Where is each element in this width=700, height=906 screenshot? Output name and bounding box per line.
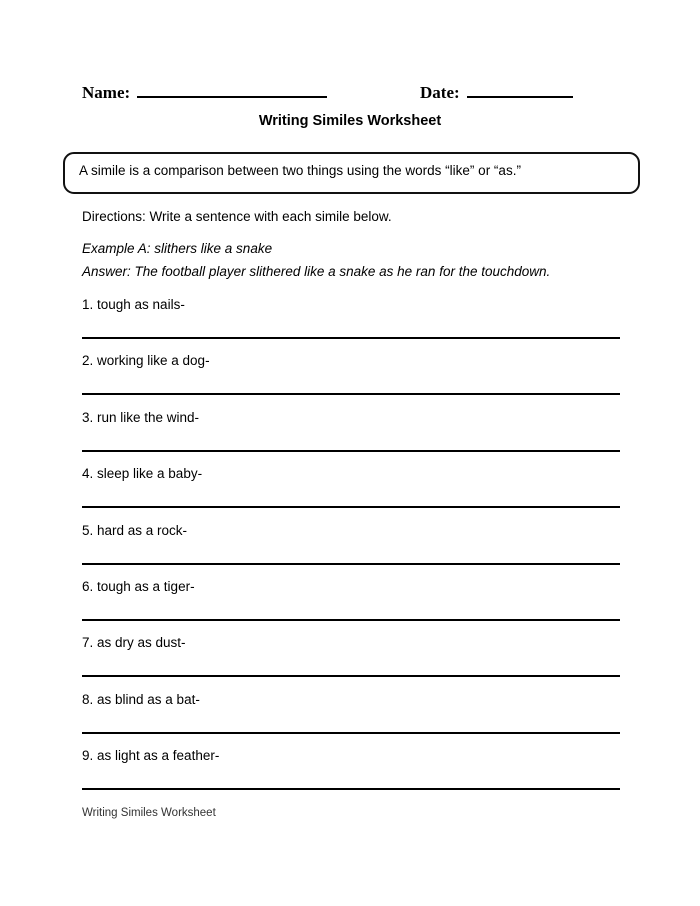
simile-item: [82, 464, 620, 520]
simile-item: [82, 295, 620, 351]
answer-line: [82, 563, 620, 565]
simile-item-label: 7. as dry as dust-: [82, 635, 186, 651]
simile-item-label: 6. tough as a tiger-: [82, 578, 195, 594]
date-blank-line: [467, 80, 573, 98]
simile-item-label: 2. working like a dog-: [82, 353, 210, 369]
simile-item-label: 4. sleep like a baby-: [82, 466, 203, 482]
answer-line: [82, 675, 620, 677]
answer-line: [82, 732, 620, 734]
simile-item: [82, 746, 620, 802]
date-field: [420, 80, 573, 103]
example-answer: Answer: The football player slithered like a snake as he ran for the touchdown.: [82, 264, 551, 279]
answer-line: [82, 619, 620, 621]
answer-line: [82, 337, 620, 339]
page-title: Writing Similes Worksheet: [258, 113, 442, 129]
name-label: Name:: [82, 83, 131, 102]
simile-item: [82, 577, 620, 633]
example-prompt: Example A: slithers like a snake: [82, 241, 273, 256]
simile-item-list: [82, 295, 620, 803]
definition-text: A simile is a comparison between two things using the words “like” or “as.”: [79, 163, 521, 178]
answer-line: [82, 788, 620, 790]
simile-item-label: 3. run like the wind-: [82, 409, 200, 425]
name-field: [82, 80, 327, 103]
footer-text: Writing Similes Worksheet: [82, 807, 216, 819]
simile-item: [82, 351, 620, 407]
answer-line: [82, 450, 620, 452]
simile-item-label: 8. as blind as a bat-: [82, 691, 200, 707]
simile-item: [82, 633, 620, 689]
date-label: Date:: [420, 83, 460, 102]
answer-line: [82, 393, 620, 395]
simile-item-label: 5. hard as a rock-: [82, 522, 188, 538]
simile-item: [82, 408, 620, 464]
simile-item: [82, 521, 620, 577]
simile-item: [82, 690, 620, 746]
simile-item-label: 1. tough as nails-: [82, 297, 185, 312]
directions-text: Directions: Write a sentence with each simile below.: [82, 209, 392, 224]
simile-item-label: 9. as light as a feather-: [82, 748, 220, 764]
definition-box: [63, 152, 640, 194]
answer-line: [82, 506, 620, 508]
name-blank-line: [137, 80, 327, 98]
